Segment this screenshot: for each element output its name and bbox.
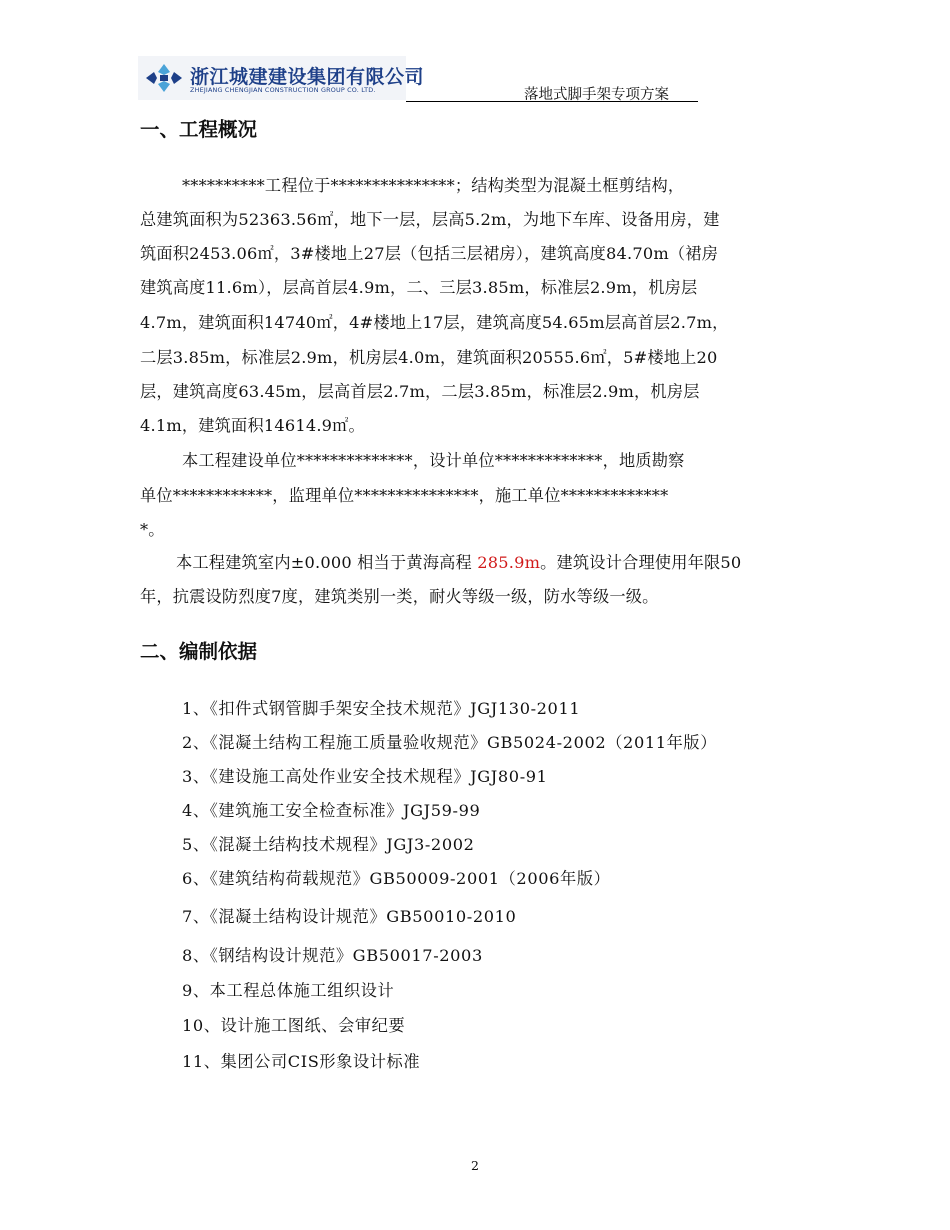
basis-item: 5、《混凝土结构技术规程》JGJ3-2002 xyxy=(182,835,475,854)
section-title-overview: 一、工程概况 xyxy=(140,118,258,141)
design-life-text: 。建筑设计合理使用年限50 xyxy=(540,553,742,572)
parties-line: *。 xyxy=(140,520,165,539)
overview-line: 筑面积2453.06㎡，3#楼地上27层（包括三层裙房），建筑高度84.70m（裙房 xyxy=(140,244,719,263)
overview-line: **********工程位于***************；结构类型为混凝土框剪结构， xyxy=(182,176,685,195)
basis-item: 10、设计施工图纸、会审纪要 xyxy=(182,1016,406,1035)
overview-line: 4.1m，建筑面积14614.9㎡。 xyxy=(140,416,365,435)
company-logo xyxy=(138,56,425,100)
overview-line: 建筑高度11.6m），层高首层4.9m，二、三层3.85m，标准层2.9m，机房层 xyxy=(140,278,698,297)
overview-line: 二层3.85m，标准层2.9m，机房层4.0m，建筑面积20555.6㎡，5#楼地上20 xyxy=(140,348,718,367)
basis-item: 9、本工程总体施工组织设计 xyxy=(182,981,395,1000)
company-logo-icon xyxy=(144,62,184,94)
elevation-text: 本工程建筑室内±0.000 相当于黄海高程 xyxy=(176,553,478,572)
overview-line: 总建筑面积为52363.56㎡，地下一层，层高5.2m，为地下车库、设备用房，建 xyxy=(140,210,720,229)
elevation-line: 年，抗震设防烈度7度，建筑类别一类，耐火等级一级，防水等级一级。 xyxy=(140,587,659,606)
basis-item: 3、《建设施工高处作业安全技术规程》JGJ80-91 xyxy=(182,767,548,786)
basis-item: 6、《建筑结构荷载规范》GB50009-2001（2006年版） xyxy=(182,869,611,888)
company-name-en: ZHEJIANG CHENGJIAN CONSTRUCTION GROUP CO. LTD. xyxy=(190,86,376,94)
overview-line: 层，建筑高度63.45m，层高首层2.7m，二层3.85m，标准层2.9m，机房层 xyxy=(140,382,700,401)
overview-line: 4.7m，建筑面积14740㎡，4#楼地上17层，建筑高度54.65m层高首层2.7m， xyxy=(140,313,729,332)
page-number: 2 xyxy=(471,1158,479,1173)
parties-line: 单位************，监理单位***************，施工单位************* xyxy=(140,486,669,505)
basis-item: 8、《钢结构设计规范》GB50017-2003 xyxy=(182,946,483,965)
elevation-line xyxy=(176,549,741,573)
section-title-basis: 二、编制依据 xyxy=(140,640,258,663)
parties-line: 本工程建设单位**************，设计单位*************，地质勘察 xyxy=(182,451,685,470)
basis-item: 2、《混凝土结构工程施工质量验收规范》GB5024-2002（2011年版） xyxy=(182,733,718,752)
basis-item: 4、《建筑施工安全检查标准》JGJ59-99 xyxy=(182,801,481,820)
basis-item: 7、《混凝土结构设计规范》GB50010-2010 xyxy=(182,907,517,926)
elevation-value: 285.9m xyxy=(477,553,541,572)
document-title: 落地式脚手架专项方案 xyxy=(524,87,669,103)
basis-item: 1、《扣件式钢管脚手架安全技术规范》JGJ130-2011 xyxy=(182,699,581,718)
basis-item: 11、集团公司CIS形象设计标准 xyxy=(182,1052,421,1071)
page-header xyxy=(138,56,698,106)
company-name-cn: 浙江城建建设集团有限公司 xyxy=(190,66,425,88)
